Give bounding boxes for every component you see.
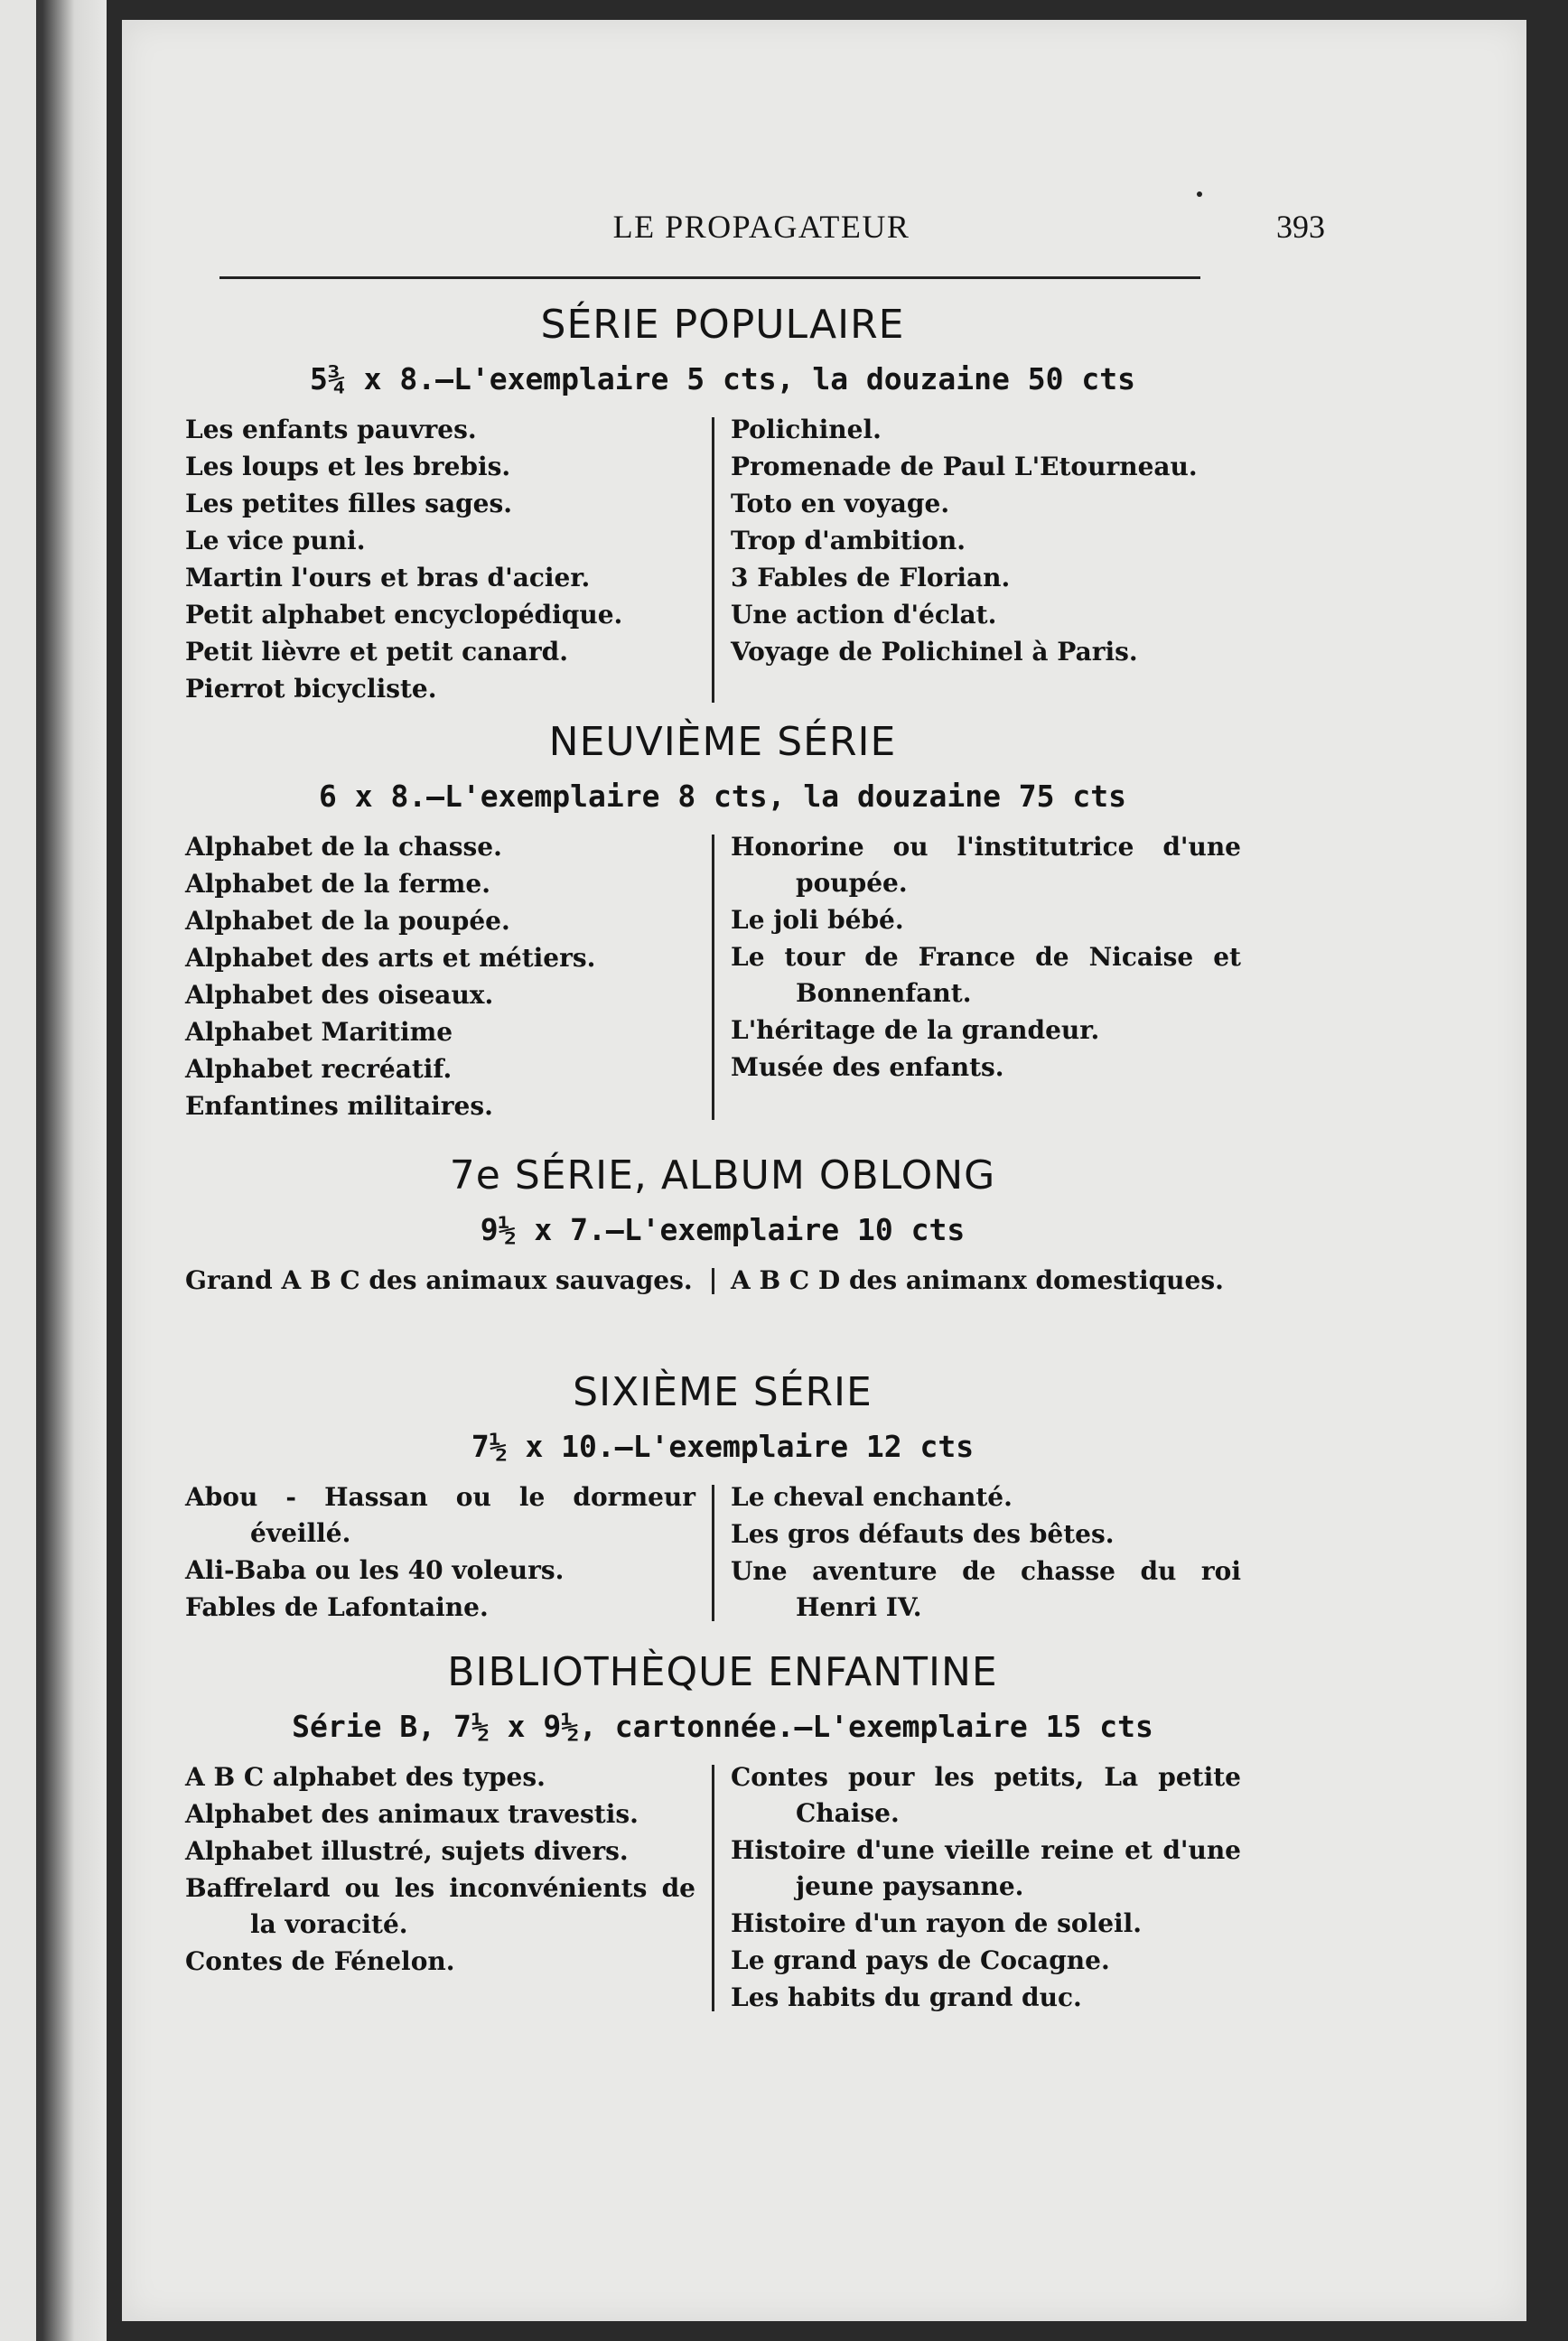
list-item: Abou - Hassan ou le dormeur éveillé. <box>185 1482 695 1548</box>
list-item: Les petites filles sages. <box>185 489 513 518</box>
section-serie-populaire <box>185 298 1260 708</box>
section-sixieme-serie <box>185 1366 1260 1627</box>
list-item: A B C alphabet des types. <box>185 1762 546 1792</box>
section-bibliotheque-enfantine <box>185 1646 1260 2017</box>
list-item: Toto en voyage. <box>731 489 950 518</box>
list-item: Alphabet des oiseaux. <box>185 980 494 1010</box>
section-album-oblong <box>185 1149 1260 1300</box>
list-item: Les gros défauts des bêtes. <box>731 1519 1115 1549</box>
list-item: Alphabet recréatif. <box>185 1054 453 1084</box>
list-item: Baffrelard ou les inconvénients de la voracité. <box>185 1873 695 1939</box>
left-column <box>185 1263 712 1300</box>
list-item: Alphabet illustré, sujets divers. <box>185 1836 629 1866</box>
list-item: Les loups et les brebis. <box>185 452 511 481</box>
page-number: 393 <box>1276 209 1325 245</box>
list-item: Le cheval enchanté. <box>731 1482 1013 1512</box>
list-item: Fables de Lafontaine. <box>185 1592 489 1622</box>
list-item: Histoire d'un rayon de soleil. <box>731 1908 1143 1938</box>
list-item: 3 Fables de Florian. <box>731 563 1011 592</box>
two-column-list <box>185 1263 1260 1300</box>
list-item: Trop d'ambition. <box>731 526 966 555</box>
section-price-line: 5¾ x 8.—L'exemplaire 5 cts, la douzaine 50 cts <box>310 361 1135 396</box>
two-column-list <box>185 412 1260 708</box>
list-item: Les enfants pauvres. <box>185 415 477 444</box>
section-title: 7e SÉRIE, ALBUM OBLONG <box>449 1152 996 1198</box>
speck <box>1197 191 1202 197</box>
right-column <box>714 1263 1241 1300</box>
section-price-line: 7½ x 10.—L'exemplaire 12 cts <box>471 1429 975 1464</box>
section-title: SÉRIE POPULAIRE <box>540 302 905 348</box>
list-item: Alphabet de la ferme. <box>185 869 490 899</box>
list-item: Le tour de France de Nicaise et Bonnenfant. <box>731 942 1241 1008</box>
list-item: Honorine ou l'institutrice d'une poupée. <box>731 832 1241 898</box>
list-item: Le vice puni. <box>185 526 366 555</box>
list-item: A B C D des animanx domestiques. <box>731 1265 1224 1295</box>
list-item: Pierrot bicycliste. <box>185 674 437 704</box>
two-column-list <box>185 829 1260 1125</box>
section-price-line: 9½ x 7.—L'exemplaire 10 cts <box>480 1212 966 1247</box>
right-column <box>714 412 1241 708</box>
list-item: Grand A B C des animaux sauvages. <box>185 1265 693 1295</box>
left-column <box>185 1479 712 1627</box>
two-column-list <box>185 1759 1260 2017</box>
section-title: BIBLIOTHÈQUE ENFANTINE <box>447 1649 998 1695</box>
right-column <box>714 1759 1241 2017</box>
header-rule <box>219 276 1200 279</box>
list-item: Alphabet des arts et métiers. <box>185 943 596 973</box>
list-item: Ali-Baba ou les 40 voleurs. <box>185 1555 565 1585</box>
list-item: Le grand pays de Cocagne. <box>731 1945 1110 1975</box>
list-item: Voyage de Polichinel à Paris. <box>731 637 1138 667</box>
left-column <box>185 412 712 708</box>
list-item: Alphabet de la chasse. <box>185 832 502 862</box>
adjacent-page-edge <box>0 0 107 2341</box>
list-item: Enfantines militaires. <box>185 1091 493 1121</box>
list-item: Le joli bébé. <box>731 905 904 935</box>
section-neuvieme-serie <box>185 715 1260 1125</box>
list-item: Contes de Fénelon. <box>185 1946 455 1976</box>
section-title: SIXIÈME SÉRIE <box>573 1369 873 1415</box>
section-title: NEUVIÈME SÉRIE <box>548 719 897 765</box>
list-item: Une action d'éclat. <box>731 600 997 630</box>
right-column <box>714 829 1241 1125</box>
list-item: Martin l'ours et bras d'acier. <box>185 563 591 592</box>
running-head-title: LE PROPAGATEUR <box>612 209 910 245</box>
list-item: Polichinel. <box>731 415 882 444</box>
list-item: Petit lièvre et petit canard. <box>185 637 568 667</box>
right-column <box>714 1479 1241 1627</box>
book-page <box>122 20 1526 2321</box>
two-column-list <box>185 1479 1260 1627</box>
section-price-line: 6 x 8.—L'exemplaire 8 cts, la douzaine 75 cts <box>318 779 1127 814</box>
list-item: Histoire d'une vieille reine et d'une jeune paysanne. <box>731 1835 1241 1901</box>
list-item: Les habits du grand duc. <box>731 1982 1082 2012</box>
running-head <box>219 208 1325 262</box>
list-item: L'héritage de la grandeur. <box>731 1015 1100 1045</box>
list-item: Promenade de Paul L'Etourneau. <box>731 452 1198 481</box>
list-item: Musée des enfants. <box>731 1052 1004 1082</box>
section-price-line: Série B, 7½ x 9½, cartonnée.—L'exemplaire 15 cts <box>292 1709 1153 1744</box>
left-column <box>185 829 712 1125</box>
list-item: Une aventure de chasse du roi Henri IV. <box>731 1556 1241 1622</box>
list-item: Alphabet Maritime <box>185 1017 453 1047</box>
list-item: Contes pour les petits, La petite Chaise. <box>731 1762 1241 1828</box>
left-column <box>185 1759 712 2017</box>
list-item: Alphabet des animaux travestis. <box>185 1799 639 1829</box>
list-item: Alphabet de la poupée. <box>185 906 510 936</box>
list-item: Petit alphabet encyclopédique. <box>185 600 623 630</box>
